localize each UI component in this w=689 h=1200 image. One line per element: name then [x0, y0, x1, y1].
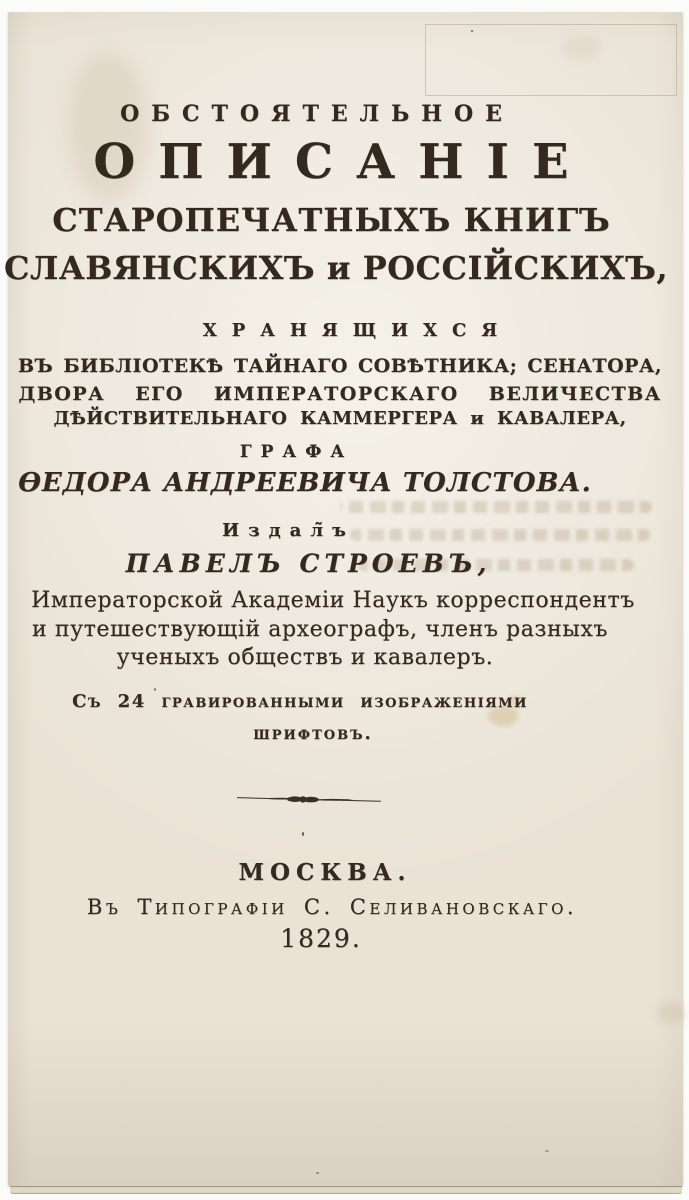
issued-by-label: Издал̃ъ [222, 520, 355, 541]
title-kicker: ОБСТОЯТЕЛЬНОЕ [120, 101, 514, 127]
imprint-city: МОСКВА. [238, 859, 412, 886]
provenance-line-1: ВЪ БИБЛІОТЕКѢ ТАЙНАГО СОВѢТНИКА; СЕНАТОРА, [17, 355, 662, 377]
provenance-line-3: ДѢЙСТВИТЕЛЬНАГО КАММЕРГЕРА и КАВАЛЕРА, [53, 408, 627, 429]
engravings-note-line-2: шрифтовъ. [253, 723, 373, 744]
owner-name: ѲЕДОРА АНДРЕЕВИЧА ТОЛСТОВА. [18, 468, 592, 498]
publisher-titles-line-2: и путешествующій археографъ, членъ разныхъ [31, 617, 609, 642]
publisher-titles-line-3: ученыхъ обществъ и кавалеръ. [116, 645, 494, 670]
subtitle-line-2: СЛАВЯНСКИХЪ и РОССІЙСКИХЪ, [3, 249, 669, 287]
engravings-note-line-1: Съ 24 гравированными изображеніями [72, 691, 528, 712]
publisher-name: ПАВЕЛЪ СТРОЕВЪ, [125, 549, 492, 578]
main-title: ОПИСАНІЕ [93, 134, 592, 190]
provenance-heading: ХРАНЯЩИХСЯ [202, 320, 513, 341]
publisher-titles-line-1: Императорской Академіи Наукъ корреспондентъ [31, 588, 635, 613]
owner-rank: ГРАФА [239, 442, 354, 462]
imprint-year: 1829. [280, 924, 362, 953]
provenance-line-2: ДВОРА ЕГО ИМПЕРАТОРСКАГО ВЕЛИЧЕСТВА [18, 383, 662, 405]
swelled-rule-ornament [237, 793, 381, 805]
subtitle-line-1: СТАРОПЕЧАТНЫХЪ КНИГЪ [52, 201, 611, 239]
imprint-printer: Въ Типографіи С. Селивановскаго. [86, 895, 578, 919]
